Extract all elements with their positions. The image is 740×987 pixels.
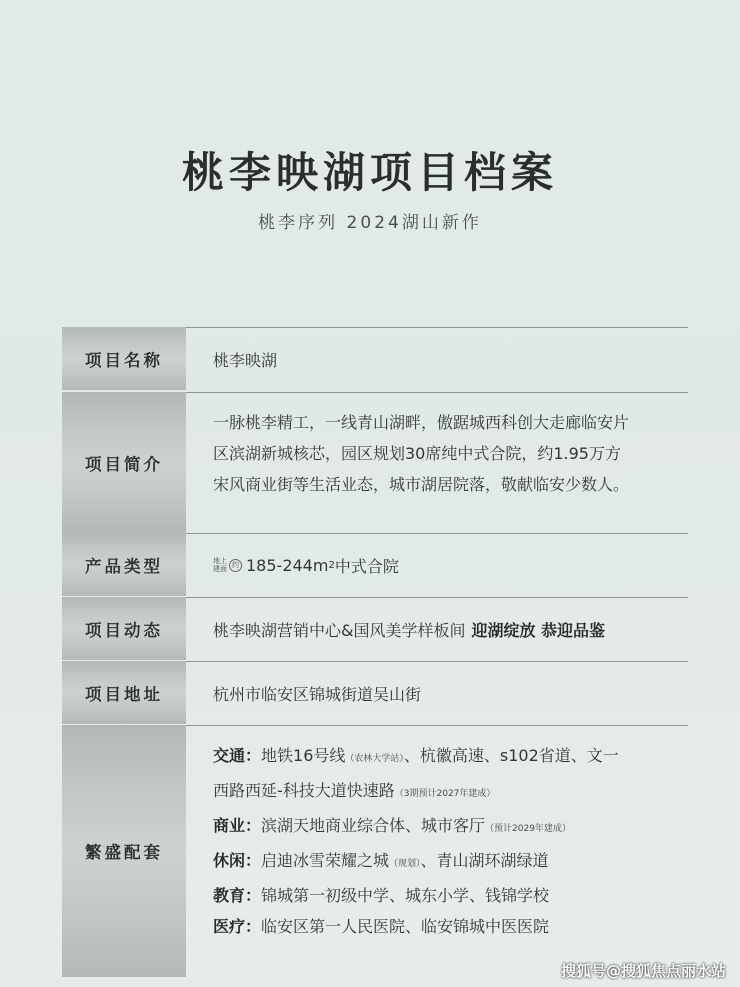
label-project-news: 项目动态: [62, 597, 186, 660]
watermark: 搜狐号@搜狐焦点丽水站: [560, 962, 726, 980]
value-product-type: [186, 533, 688, 596]
intro-line: 一脉桃李精工，一线青山湖畔，傲踞城西科创大走廊临安片: [213, 413, 630, 432]
page-title: 桃李映湖项目档案: [181, 148, 558, 197]
row-project-address: [62, 661, 688, 724]
amenity-medical: 医疗：临安区第一人民医院、临安锦城中医医院: [213, 917, 550, 936]
label-project-intro: 项目简介: [62, 392, 186, 533]
project-info-table: [62, 327, 688, 977]
area-tag: 地上 建面: [213, 557, 227, 573]
value-project-address: 杭州市临安区锦城街道吴山街: [186, 661, 688, 724]
label-amenities: 繁盛配套: [62, 725, 186, 977]
amenity-leisure: 休闲：启迪冰雪荣耀之城（规划）、青山湖环湖绿道: [213, 851, 549, 870]
value-project-intro: [186, 392, 688, 533]
approx-circle-mark: 约: [229, 559, 242, 572]
amenity-transport: 交通：地铁16号线（农林大学站）、杭徽高速、s102省道、文一: [213, 746, 619, 765]
label-product-type: 产品类型: [62, 533, 186, 596]
intro-line: 宋风商业街等生活业态，城市湖居院落，敬献临安少数人。: [213, 475, 630, 494]
product-style: 中式合院: [334, 556, 399, 576]
value-amenities: [186, 725, 688, 977]
page-subtitle: 桃李序列 2024湖山新作: [258, 213, 482, 233]
label-project-name: 项目名称: [62, 327, 186, 390]
row-project-news: [62, 597, 688, 660]
label-project-address: 项目地址: [62, 661, 186, 724]
area-unit-sup: 2: [328, 559, 335, 571]
amenity-commerce: 商业：滨湖天地商业综合体、城市客厅（预计2029年建成）: [213, 816, 571, 835]
row-amenities: [62, 725, 688, 977]
intro-line: 区滨湖新城核芯，园区规划30席纯中式合院，约1.95万方: [213, 444, 621, 463]
row-product-type: [62, 533, 688, 596]
area-range: 185-244m: [246, 555, 329, 575]
value-project-news: [186, 597, 688, 660]
row-project-intro: [62, 392, 688, 533]
value-project-name: 桃李映湖: [186, 327, 688, 390]
amenity-transport-cont: 西路西延-科技大道快速路（3期预计2027年建成）: [213, 781, 496, 800]
amenity-education: 教育：锦城第一初级中学、城东小学、钱锦学校: [213, 886, 550, 905]
news-highlight: 迎湖绽放 恭迎品鉴: [471, 620, 606, 640]
row-project-name: [62, 327, 688, 390]
news-text: 桃李映湖营销中心&国风美学样板间: [213, 620, 466, 640]
